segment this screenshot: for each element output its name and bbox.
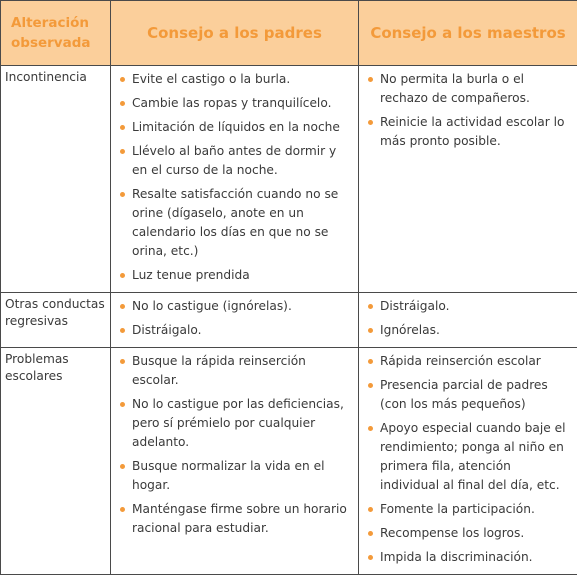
parents-advice-cell [111,348,359,575]
bullet-icon [120,304,125,309]
advice-item [117,457,352,495]
advice-text: Fomente la participación. [380,502,535,516]
bullet-icon [368,531,373,536]
advice-item [365,524,571,543]
advice-item [365,297,571,316]
advice-item [117,352,352,390]
table-header [1,1,577,66]
table-body [1,66,577,575]
advice-item [117,266,352,285]
header-row [1,1,577,66]
bullet-icon [120,101,125,106]
bullet-icon [368,359,373,364]
bullet-icon [368,120,373,125]
bullet-icon [120,464,125,469]
condition-cell [1,348,111,575]
bullet-icon [120,507,125,512]
advice-text: Impida la discriminación. [380,550,533,564]
advice-item [117,297,352,316]
advice-item [117,500,352,538]
parents-advice-list [117,297,352,340]
condition-label: Otras conductas regresivas [5,297,105,328]
advice-text: Rápida reinserción escolar [380,354,541,368]
bullet-icon [368,426,373,431]
advice-item [365,500,571,519]
teachers-advice-cell [359,293,577,348]
teachers-advice-list [365,70,571,151]
bullet-icon [120,77,125,82]
advice-item [117,142,352,180]
condition-cell [1,66,111,293]
teachers-advice-list [365,352,571,567]
advice-text: Reinicie la actividad escolar lo más pronto posible. [380,115,564,148]
advice-item [365,352,571,371]
bullet-icon [368,383,373,388]
advice-text: Manténgase firme sobre un horario racional para estudiar. [132,502,347,535]
bullet-icon [368,304,373,309]
parents-advice-cell [111,293,359,348]
bullet-icon [120,328,125,333]
advice-item [365,113,571,151]
advice-item [117,118,352,137]
bullet-icon [120,273,125,278]
advice-text: Cambie las ropas y tranquilícelo. [132,96,331,110]
bullet-icon [120,192,125,197]
bullet-icon [368,328,373,333]
bullet-icon [120,402,125,407]
condition-label: Incontinencia [5,70,87,84]
advice-text: Llévelo al baño antes de dormir y en el curso de la noche. [132,144,336,177]
advice-text: Busque la rápida reinserción escolar. [132,354,306,387]
advice-text: Limitación de líquidos en la noche [132,120,340,134]
bullet-icon [120,359,125,364]
bullet-icon [368,507,373,512]
condition-label: Problemas escolares [5,352,69,383]
table-row [1,348,577,575]
bullet-icon [368,555,373,560]
parents-advice-cell [111,66,359,293]
advice-text: Presencia parcial de padres (con los más pequeños) [380,378,548,411]
advice-text: No lo castigue (ignórelas). [132,299,292,313]
bullet-icon [120,149,125,154]
advice-item [365,376,571,414]
teachers-advice-cell [359,348,577,575]
advice-text: Distráigalo. [380,299,449,313]
advice-text: No permita la burla o el rechazo de compañeros. [380,72,530,105]
advice-text: Luz tenue prendida [132,268,250,282]
advice-item [365,419,571,495]
advice-text: Distráigalo. [132,323,201,337]
advice-text: No lo castigue por las deficiencias, pero sí prémielo por cualquier adelanto. [132,397,344,449]
bullet-icon [120,125,125,130]
advice-text: Apoyo especial cuando baje el rendimiento; ponga al niño en primera fila, atención individual al final del día, etc. [380,421,566,492]
advice-text: Busque normalizar la vida en el hogar. [132,459,325,492]
parents-advice-list [117,352,352,538]
advice-item [365,321,571,340]
header-teachers-advice: Consejo a los maestros [359,1,577,66]
advice-item [365,548,571,567]
header-parents-advice: Consejo a los padres [111,1,359,66]
advice-item [365,70,571,108]
table-row [1,293,577,348]
advice-item [117,395,352,452]
teachers-advice-cell [359,66,577,293]
bullet-icon [368,77,373,82]
advice-text: Ignórelas. [380,323,440,337]
advice-item [117,321,352,340]
advice-text: Recompense los logros. [380,526,524,540]
teachers-advice-list [365,297,571,340]
condition-cell [1,293,111,348]
advice-text: Resalte satisfacción cuando no se orine (dígaselo, anote en un calendario los días en que no se orina, etc.) [132,187,338,258]
advice-text: Evite el castigo o la burla. [132,72,290,86]
table-row [1,66,577,293]
advice-item [117,70,352,89]
advice-item [117,185,352,261]
parents-advice-list [117,70,352,285]
advice-item [117,94,352,113]
header-condition: Alteración observada [1,1,111,66]
